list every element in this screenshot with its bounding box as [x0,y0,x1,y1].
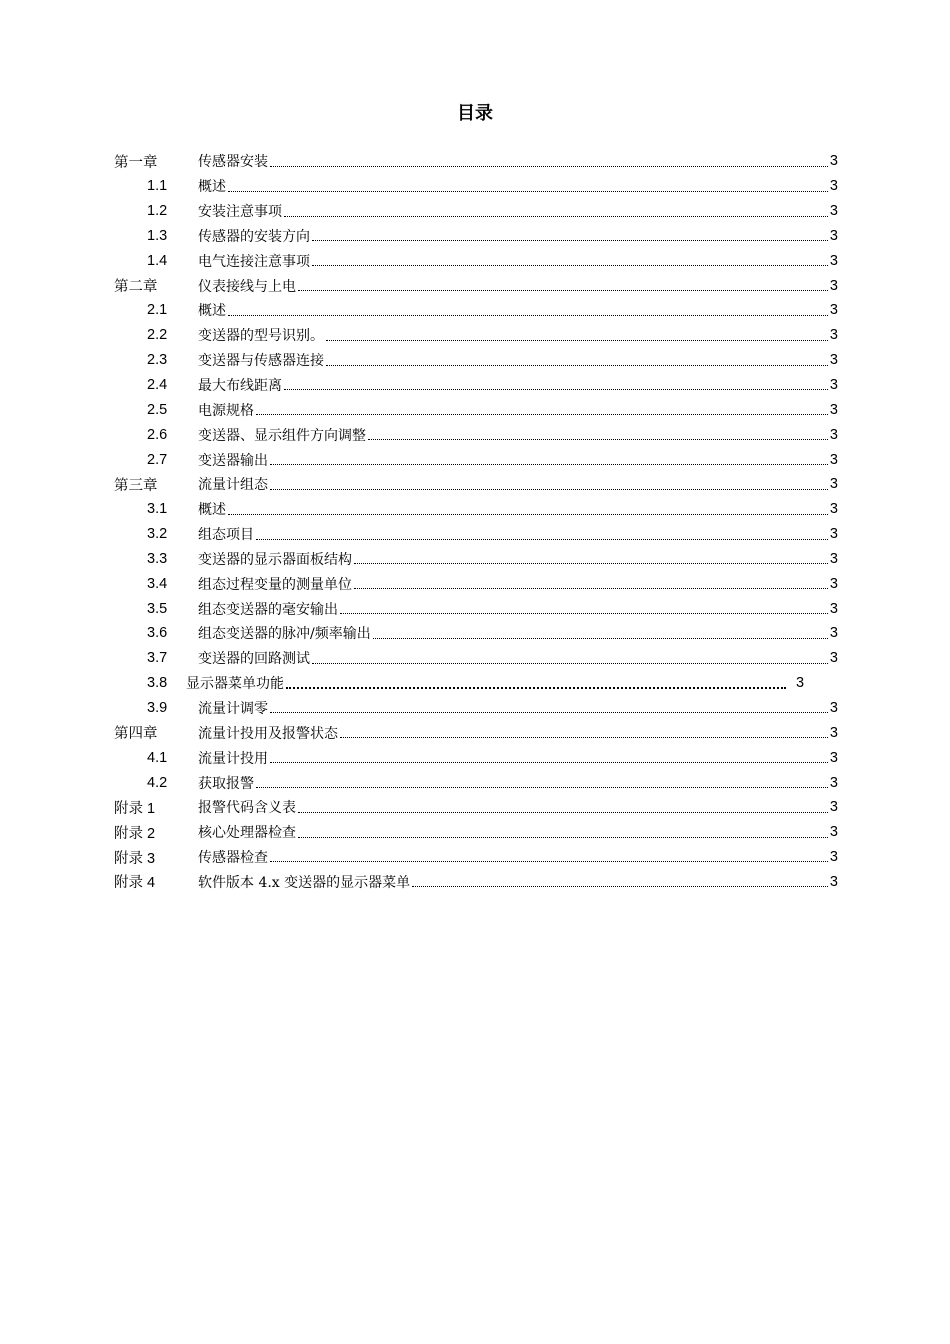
toc-entry[interactable] [114,547,838,572]
toc-dot-leader [256,413,828,415]
toc-entry-title: 流量计投用及报警状态 [198,725,338,742]
toc-entry[interactable] [114,373,838,398]
toc-entry-page-number: 3 [829,625,838,642]
toc-dot-leader [286,686,786,689]
toc-entry-page-number: 3 [829,650,838,667]
toc-entry[interactable] [114,770,838,795]
toc-entry-page-number: 3 [829,252,838,269]
toc-dot-leader [373,637,828,639]
toc-entry-title: 传感器安装 [198,154,268,171]
toc-entry-page-number: 3 [829,203,838,220]
toc-entry-number: 第二章 [114,279,158,296]
toc-entry-number: 1.3 [147,227,168,244]
toc-dot-leader [298,289,828,291]
toc-entry-title: 变送器的型号识别。 [198,328,324,345]
toc-dot-leader [228,190,828,192]
toc-entry-page-number: 3 [829,575,838,592]
toc-entry-page-number: 3 [829,550,838,567]
toc-entry-number: 4.1 [147,749,168,766]
toc-entry-number: 2.5 [147,401,168,418]
toc-entry[interactable] [114,845,838,870]
toc-dot-leader [326,339,828,341]
toc-entry-title: 传感器检查 [198,850,268,867]
toc-entry[interactable] [114,720,838,745]
toc-entry-number: 3.9 [147,699,168,716]
toc-entry-number: 3.6 [147,625,168,642]
toc-entry[interactable] [114,199,838,224]
toc-dot-leader [270,711,828,713]
toc-entry-title: 获取报警 [198,775,254,792]
toc-entry-title: 流量计调零 [198,700,268,717]
toc-entry-title: 软件版本 4.x 变送器的显示器菜单 [198,874,411,891]
toc-entry-title: 传感器的安装方向 [198,228,310,245]
toc-entry[interactable] [114,795,838,820]
toc-entry[interactable] [114,596,838,621]
toc-dot-leader [270,165,828,167]
toc-entry-number: 3.8 [147,675,168,692]
toc-dot-leader [270,488,828,490]
toc-entry-page-number: 3 [829,377,838,394]
toc-entry-number: 2.1 [147,302,168,319]
toc-entry-title: 变送器输出 [198,452,268,469]
toc-entry[interactable] [114,671,838,696]
toc-entry-title: 核心处理器检查 [198,825,296,842]
toc-dot-leader [368,438,828,440]
toc-entry[interactable] [114,323,838,348]
toc-entry[interactable] [114,224,838,249]
toc-dot-leader [312,264,828,266]
toc-entry-number: 第三章 [114,477,158,494]
toc-entry[interactable] [114,348,838,373]
toc-entry-title: 报警代码含义表 [198,800,296,817]
toc-entry-title: 组态项目 [198,527,254,544]
toc-entry-title: 流量计组态 [198,477,268,494]
toc-entry-number: 1.4 [147,252,168,269]
toc-entry-title: 流量计投用 [198,750,268,767]
toc-entry-page-number: 3 [829,227,838,244]
toc-entry-title: 变送器的回路测试 [198,651,310,668]
toc-entry-number: 3.7 [147,650,168,667]
toc-entry-number: 第一章 [114,154,158,171]
toc-entry-number: 3.1 [147,501,168,518]
toc-entry-page-number: 3 [829,501,838,518]
toc-entry-number: 附录 3 [114,850,156,867]
toc-entry-page-number: 3 [829,352,838,369]
toc-entry[interactable] [114,422,838,447]
toc-dot-leader [312,239,828,241]
toc-entry-page-number: 3 [829,824,838,841]
toc-entry-page-number: 3 [829,849,838,866]
toc-dot-leader [284,388,828,390]
toc-entry[interactable] [114,869,838,894]
toc-dot-leader [412,885,828,887]
toc-entry[interactable] [114,397,838,422]
toc-entry-page-number: 3 [796,675,805,692]
toc-entry[interactable] [114,149,838,174]
toc-entry[interactable] [114,522,838,547]
toc-dot-leader [270,860,828,862]
toc-entry-number: 2.4 [147,377,168,394]
toc-entry-number: 2.7 [147,451,168,468]
toc-entry-number: 3.4 [147,575,168,592]
toc-dot-leader [354,562,828,564]
toc-entry-page-number: 3 [829,749,838,766]
toc-entry-page-number: 3 [829,799,838,816]
toc-dot-leader [340,736,828,738]
toc-entry-page-number: 3 [829,600,838,617]
page-title: 目录 [457,103,493,124]
toc-entry-number: 3.2 [147,526,168,543]
toc-entry[interactable] [114,696,838,721]
toc-entry[interactable] [114,472,838,497]
toc-entry-number: 2.3 [147,352,168,369]
toc-entry-number: 第四章 [114,726,158,743]
toc-entry-page-number: 3 [829,724,838,741]
toc-entry-title: 最大布线距离 [198,378,282,395]
toc-dot-leader [270,761,828,763]
toc-entry-number: 3.3 [147,550,168,567]
toc-dot-leader [354,587,828,589]
toc-entry-number: 3.5 [147,600,168,617]
toc-entry-page-number: 3 [829,873,838,890]
toc-entry-page-number: 3 [829,277,838,294]
toc-entry-page-number: 3 [829,153,838,170]
table-of-contents [114,149,838,894]
toc-entry-number: 附录 1 [114,800,156,817]
toc-entry-title: 电气连接注意事项 [198,253,310,270]
toc-entry-page-number: 3 [829,526,838,543]
toc-entry-page-number: 3 [829,699,838,716]
toc-dot-leader [228,513,828,515]
toc-entry-number: 4.2 [147,774,168,791]
toc-dot-leader [326,364,828,366]
toc-entry-title: 仪表接线与上电 [198,278,296,295]
toc-entry[interactable] [114,248,838,273]
toc-entry-number: 2.2 [147,327,168,344]
toc-dot-leader [340,612,828,614]
toc-dot-leader [298,811,828,813]
toc-entry-title: 概述 [198,303,226,320]
toc-entry-page-number: 3 [829,451,838,468]
toc-entry[interactable] [114,745,838,770]
toc-entry-page-number: 3 [829,401,838,418]
toc-entry-title: 显示器菜单功能 [186,676,284,693]
toc-entry-title: 安装注意事项 [198,204,282,221]
toc-entry-page-number: 3 [829,302,838,319]
toc-entry-number: 2.6 [147,426,168,443]
toc-dot-leader [270,463,828,465]
toc-entry[interactable] [114,820,838,845]
toc-dot-leader [298,836,828,838]
toc-entry[interactable] [114,447,838,472]
toc-entry[interactable] [114,497,838,522]
toc-dot-leader [256,786,828,788]
toc-entry[interactable] [114,273,838,298]
toc-entry-title: 变送器、显示组件方向调整 [198,427,366,444]
toc-entry-number: 1.2 [147,203,168,220]
toc-entry-title: 组态变送器的毫安输出 [198,601,338,618]
toc-entry[interactable] [114,646,838,671]
toc-entry-page-number: 3 [829,476,838,493]
toc-entry[interactable] [114,621,838,646]
toc-entry-number: 附录 2 [114,825,156,842]
toc-entry[interactable] [114,571,838,596]
toc-entry-title: 电源规格 [198,402,254,419]
toc-entry-title: 概述 [198,502,226,519]
toc-dot-leader [284,215,828,217]
toc-entry-number: 1.1 [147,178,168,195]
toc-entry-title: 概述 [198,179,226,196]
toc-entry-title: 变送器的显示器面板结构 [198,551,352,568]
toc-entry-page-number: 3 [829,426,838,443]
toc-entry[interactable] [114,174,838,199]
toc-entry-page-number: 3 [829,178,838,195]
toc-entry-title: 组态过程变量的测量单位 [198,576,352,593]
toc-entry[interactable] [114,298,838,323]
toc-dot-leader [256,538,828,540]
toc-dot-leader [312,662,828,664]
toc-entry-title: 变送器与传感器连接 [198,353,324,370]
toc-entry-title: 组态变送器的脉冲/频率输出 [198,626,371,643]
toc-dot-leader [228,314,828,316]
toc-entry-number: 附录 4 [114,875,156,892]
toc-entry-page-number: 3 [829,327,838,344]
toc-entry-page-number: 3 [829,774,838,791]
